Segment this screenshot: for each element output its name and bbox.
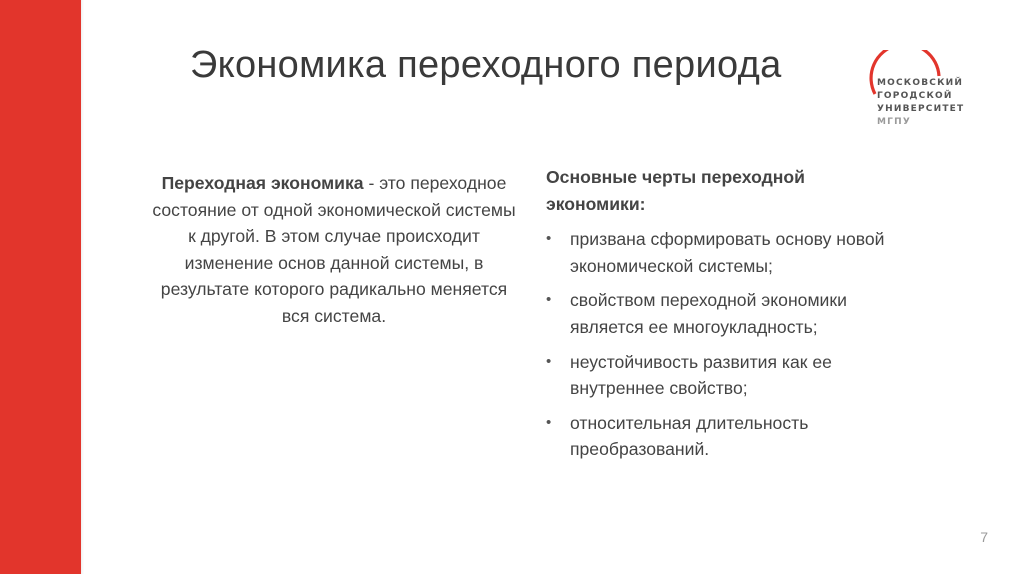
logo-line-1: МОСКОВСКИЙ xyxy=(877,78,964,88)
bullet-icon: • xyxy=(546,413,552,431)
list-item-text: свойством переходной экономики является ее многоукладность; xyxy=(570,290,847,337)
definition-paragraph xyxy=(148,170,520,330)
left-accent-stripe xyxy=(0,0,81,574)
features-block xyxy=(546,164,896,471)
bullet-icon: • xyxy=(546,230,552,248)
list-item-text: неустойчивость развития как ее внутреннее свойство; xyxy=(570,351,832,399)
list-item xyxy=(546,349,896,402)
list-item-text: относительная длительность преобразований. xyxy=(570,412,809,460)
features-heading: Основные черты переходной экономики: xyxy=(546,167,805,214)
definition-text: - это переходное состояние от одной экономической системы к другой. В этом случае происходит изменение основ данной системы, в результате которого радикально меняется вся система. xyxy=(152,173,516,326)
features-list xyxy=(546,226,896,463)
list-item xyxy=(546,287,896,340)
university-logo xyxy=(869,50,989,130)
slide-title: Экономика переходного периода xyxy=(190,44,782,86)
definition-term: Переходная экономика xyxy=(161,173,364,193)
logo-text xyxy=(877,77,964,129)
logo-abbr: МГПУ xyxy=(877,117,911,127)
stripe-shadow xyxy=(81,0,84,574)
logo-line-3: УНИВЕРСИТЕТ xyxy=(877,104,965,114)
list-item xyxy=(546,410,896,463)
list-item-text: призвана сформировать основу новой экономической системы; xyxy=(570,229,885,276)
logo-line-2: ГОРОДСКОЙ xyxy=(877,91,953,101)
page-number: 7 xyxy=(980,529,988,545)
list-item xyxy=(546,226,896,279)
bullet-icon: • xyxy=(546,291,552,309)
bullet-icon: • xyxy=(546,352,552,370)
